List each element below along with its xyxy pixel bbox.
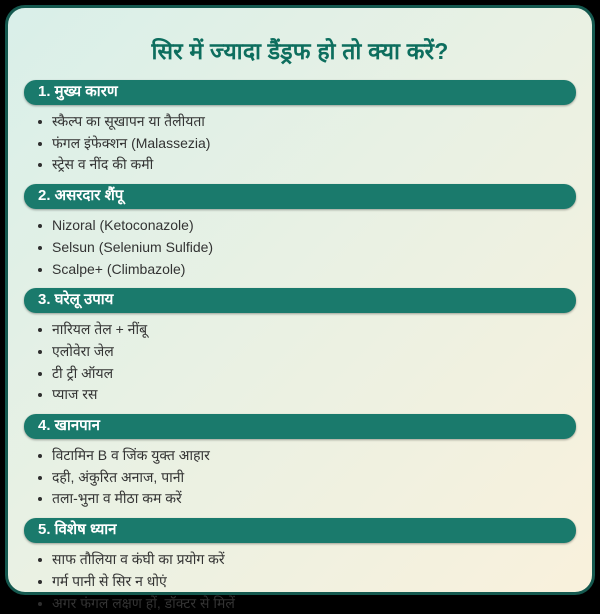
list-item bbox=[36, 154, 576, 176]
list-item bbox=[36, 111, 576, 133]
bullet-icon bbox=[38, 328, 42, 332]
list-item-text: Selsun (Selenium Sulfide) bbox=[52, 239, 213, 255]
section-header-label: 1. मुख्य कारण bbox=[38, 83, 118, 100]
section-list bbox=[24, 547, 576, 614]
list-item-text: प्याज रस bbox=[52, 386, 97, 402]
section-header bbox=[24, 414, 576, 439]
section-main-causes bbox=[24, 80, 576, 176]
bullet-icon bbox=[38, 246, 42, 250]
list-item-text: स्ट्रेस व नींद की कमी bbox=[52, 156, 153, 172]
list-item bbox=[36, 259, 576, 281]
bullet-icon bbox=[38, 393, 42, 397]
bullet-icon bbox=[38, 372, 42, 376]
list-item bbox=[36, 488, 576, 510]
bullet-icon bbox=[38, 497, 42, 501]
list-item-text: गर्म पानी से सिर न धोएं bbox=[52, 573, 167, 589]
bullet-icon bbox=[38, 454, 42, 458]
bullet-icon bbox=[38, 350, 42, 354]
list-item bbox=[36, 571, 576, 593]
list-item bbox=[36, 593, 576, 614]
bullet-icon bbox=[38, 580, 42, 584]
list-item bbox=[36, 384, 576, 406]
list-item bbox=[36, 215, 576, 237]
list-item-text: तला-भुना व मीठा कम करें bbox=[52, 490, 182, 506]
section-home-remedies bbox=[24, 288, 576, 406]
bullet-icon bbox=[38, 120, 42, 124]
list-item-text: Nizoral (Ketoconazole) bbox=[52, 217, 194, 233]
list-item bbox=[36, 445, 576, 467]
list-item bbox=[36, 549, 576, 571]
list-item-text: दही, अंकुरित अनाज, पानी bbox=[52, 469, 184, 485]
section-header-label: 2. असरदार शैंपू bbox=[38, 187, 123, 204]
bullet-icon bbox=[38, 268, 42, 272]
section-header bbox=[24, 518, 576, 543]
bullet-icon bbox=[38, 142, 42, 146]
section-shampoos bbox=[24, 184, 576, 280]
section-header bbox=[24, 80, 576, 105]
list-item bbox=[36, 237, 576, 259]
bullet-icon bbox=[38, 224, 42, 228]
section-list bbox=[24, 213, 576, 280]
list-item-text: Scalpe+ (Climbazole) bbox=[52, 261, 185, 277]
section-list bbox=[24, 109, 576, 176]
list-item bbox=[36, 319, 576, 341]
bullet-icon bbox=[38, 163, 42, 167]
bullet-icon bbox=[38, 476, 42, 480]
list-item-text: स्कैल्प का सूखापन या तैलीयता bbox=[52, 113, 205, 129]
section-diet bbox=[24, 414, 576, 510]
list-item-text: साफ तौलिया व कंघी का प्रयोग करें bbox=[52, 551, 225, 567]
list-item-text: नारियल तेल + नींबू bbox=[52, 321, 147, 337]
list-item-text: एलोवेरा जेल bbox=[52, 343, 114, 359]
section-header-label: 4. खानपान bbox=[38, 417, 100, 434]
list-item-text: फंगल इंफेक्शन (Malassezia) bbox=[52, 135, 210, 151]
list-item bbox=[36, 363, 576, 385]
list-item-text: अगर फंगल लक्षण हों, डॉक्टर से मिलें bbox=[52, 595, 235, 611]
page-title: सिर में ज्यादा डैंड्रफ हो तो क्या करें? bbox=[24, 34, 576, 66]
section-header-label: 3. घरेलू उपाय bbox=[38, 291, 113, 308]
section-header bbox=[24, 184, 576, 209]
list-item bbox=[36, 467, 576, 489]
list-item bbox=[36, 133, 576, 155]
section-header-label: 5. विशेष ध्यान bbox=[38, 521, 117, 538]
infographic-card bbox=[5, 5, 595, 595]
section-header bbox=[24, 288, 576, 313]
list-item bbox=[36, 341, 576, 363]
section-list bbox=[24, 443, 576, 510]
list-item-text: विटामिन B व जिंक युक्त आहार bbox=[52, 447, 210, 463]
bullet-icon bbox=[38, 602, 42, 606]
section-list bbox=[24, 317, 576, 406]
bullet-icon bbox=[38, 558, 42, 562]
list-item-text: टी ट्री ऑयल bbox=[52, 365, 113, 381]
